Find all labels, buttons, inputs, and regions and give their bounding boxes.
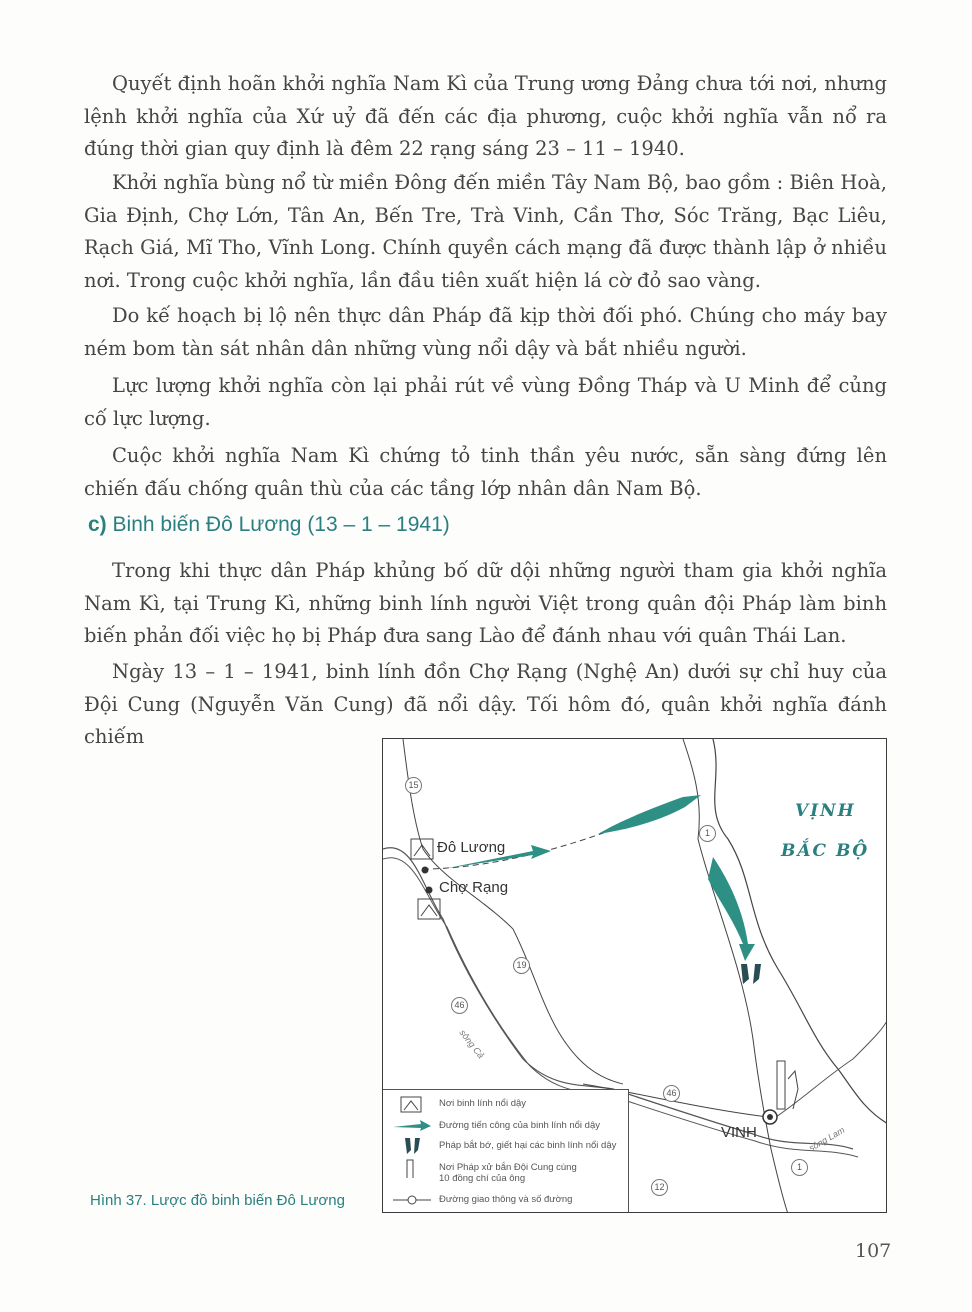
place-cho-rang: Chợ Rạng [439,879,509,896]
route-marker-46b: 46 [663,1085,680,1102]
river-lam [773,1019,887,1119]
route-marker-12: 12 [651,1179,668,1196]
legend-row-road [387,1190,627,1210]
figure-caption: Hình 37. Lược đồ binh biến Đô Lương [90,1192,345,1209]
road-15 [403,739,623,1084]
legend-row-execution [387,1158,627,1186]
place-vinh: VINH [721,1124,757,1141]
legend-row-attack [387,1116,627,1136]
capture-symbol [741,964,761,984]
uprising-symbol-1 [411,839,433,859]
paragraph-1: Quyết định hoãn khởi nghĩa Nam Kì của Trung ương Đảng chưa tới nơi, nhưng lệnh khởi nghĩa của Xứ uỷ đã đến các địa phương, cuộc khởi nghĩa vẫn nổ ra đúng thời gian quy định là đêm 22 rạng sáng 23 – 11 – 1940. [84,72,887,160]
legend-text-road: Đường giao thông và số đường [439,1194,573,1205]
place-do-luong: Đô Lương [437,839,506,856]
legend-text-attack: Đường tiến công của binh lính nổi dậy [439,1120,600,1131]
execution-legend-icon [387,1158,435,1178]
section-marker: c) [88,513,107,536]
vinh-dot-inner [767,1114,773,1120]
arrow-legend-icon [387,1116,435,1136]
attack-arrow-2 [598,795,701,834]
cho-rang-dot [426,887,433,894]
section-title: Binh biến Đô Lương (13 – 1 – 1941) [112,513,450,536]
section-heading [88,513,450,537]
paragraph-7: Ngày 13 – 1 – 1941, binh lính đồn Chợ Rạng (Nghệ An) dưới sự chỉ huy của Đội Cung (Nguyễn Văn Cung) đã nổi dậy. Tối hôm đó, quân khởi nghĩa đánh chiếm [84,660,887,748]
paragraph-6: Trong khi thực dân Pháp khủng bố dữ dội những người tham gia khởi nghĩa Nam Kì, tại Trung Kì, những binh lính người Việt trong quân đội Pháp làm binh biến phản đối việc họ bị Pháp đưa sang Lào để đánh nhau với quân Thái Lan. [84,559,887,647]
route-marker-46a: 46 [451,997,468,1014]
route-marker-1: 1 [699,825,716,842]
route-marker-1b: 1 [791,1159,808,1176]
page-number: 107 [855,1240,892,1262]
legend-text-execution: Nơi Pháp xử bắn Đội Cung cùng 10 đồng chí của ông [439,1162,577,1184]
legend-row-uprising [387,1094,627,1114]
do-luong-dot [422,867,429,874]
river-label-ca: sông Cả [457,1027,487,1061]
execution-symbol [777,1061,798,1109]
sea-label-line2: BẮC BỘ [781,841,870,861]
legend-text-capture: Pháp bắt bớ, giết hại các binh lính nổi dậy [439,1140,617,1151]
paragraph-4: Lực lượng khởi nghĩa còn lại phải rút về vùng Đồng Tháp và U Minh để củng cố lực lượng. [84,374,887,430]
road-7 [423,799,683,869]
legend-text-uprising: Nơi binh lính nổi dậy [439,1098,527,1109]
do-luong-map [382,738,887,1213]
route-marker-19: 19 [513,957,530,974]
uprising-legend-icon [387,1094,435,1114]
road-legend-icon [387,1190,435,1210]
river-label-lam: sông Lam [807,1124,847,1154]
paragraph-2: Khởi nghĩa bùng nổ từ miền Đông đến miền Tây Nam Bộ, bao gồm : Biên Hoà, Gia Định, Chợ Lớn, Tân An, Bến Tre, Trà Vinh, Cần Thơ, Sóc Trăng, Bạc Liêu, Rạch Giá, Mĩ Tho, Vĩnh Long. Chính quyền cách mạng đã được thành lập ở nhiều nơi. Trong cuộc khởi nghĩa, lần đầu tiên xuất hiện lá cờ đỏ sao vàng. [84,171,887,292]
route-marker-15: 15 [405,777,422,794]
map-legend [383,1089,629,1212]
paragraph-3: Do kế hoạch bị lộ nên thực dân Pháp đã kịp thời đối phó. Chúng cho máy bay ném bom tàn sát nhân dân những vùng nổi dậy và bắt nhiều người. [84,304,887,360]
paragraph-5: Cuộc khởi nghĩa Nam Kì chứng tỏ tinh thần yêu nước, sẵn sàng đứng lên chiến đấu chống quân thù của các tầng lớp nhân dân Nam Bộ. [84,444,887,500]
road-1 [683,739,788,1213]
sea-label-line1: VỊNH [795,801,856,821]
legend-row-capture [387,1136,627,1156]
capture-legend-icon [387,1136,435,1156]
attack-arrow-3 [708,857,755,961]
